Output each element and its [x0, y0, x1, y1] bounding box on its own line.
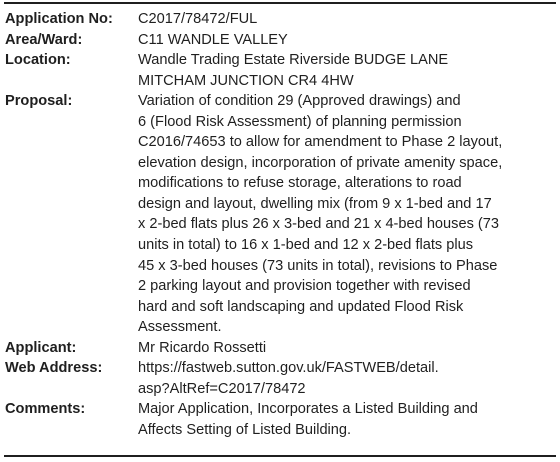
applicant-value: Mr Ricardo Rossetti	[138, 339, 267, 356]
planning-application-record	[5, 9, 555, 440]
comments-label: Comments:	[5, 401, 86, 418]
area-ward-value: C11 WANDLE VALLEY	[138, 31, 288, 48]
proposal-value: Variation of condition 29 (Approved drawings) and 6 (Flood Risk Assessment) of planning permission C2016/74653 to allow for amendment to Phase 2 layout, elevation design, incorporation of private amenity space, modifications to refuse storage, alterations to road design and layout, dwelling mix (from 9 x 1-bed and 17 x 2-bed flats plus 26 x 3-bed and 21 x 4-bed houses (73 units in total) to 16 x 1-bed and 12 x 2-bed flats plus 45 x 3-bed houses (73 units in total), revisions to Phase 2 parking layout and provision together with revised hard and soft landscaping and updated Flood Risk Assessment.	[138, 93, 503, 336]
web-address-value: https://fastweb.sutton.gov.uk/FASTWEB/detail. asp?AltRef=C2017/78472	[138, 360, 439, 397]
proposal-label: Proposal:	[5, 93, 73, 110]
location-value: Wandle Trading Estate Riverside BUDGE LANE MITCHAM JUNCTION CR4 4HW	[138, 52, 449, 89]
comments-value: Major Application, Incorporates a Listed Building and Affects Setting of Listed Building.	[138, 401, 478, 438]
location-label: Location:	[5, 52, 71, 69]
applicant-label: Applicant:	[5, 339, 77, 356]
bottom-rule	[4, 455, 556, 457]
application-no-value: C2017/78472/FUL	[138, 11, 258, 27]
area-ward-label: Area/Ward:	[5, 31, 83, 48]
application-no-label: Application No:	[5, 11, 113, 27]
top-rule	[4, 2, 556, 4]
web-address-label: Web Address:	[5, 360, 103, 377]
